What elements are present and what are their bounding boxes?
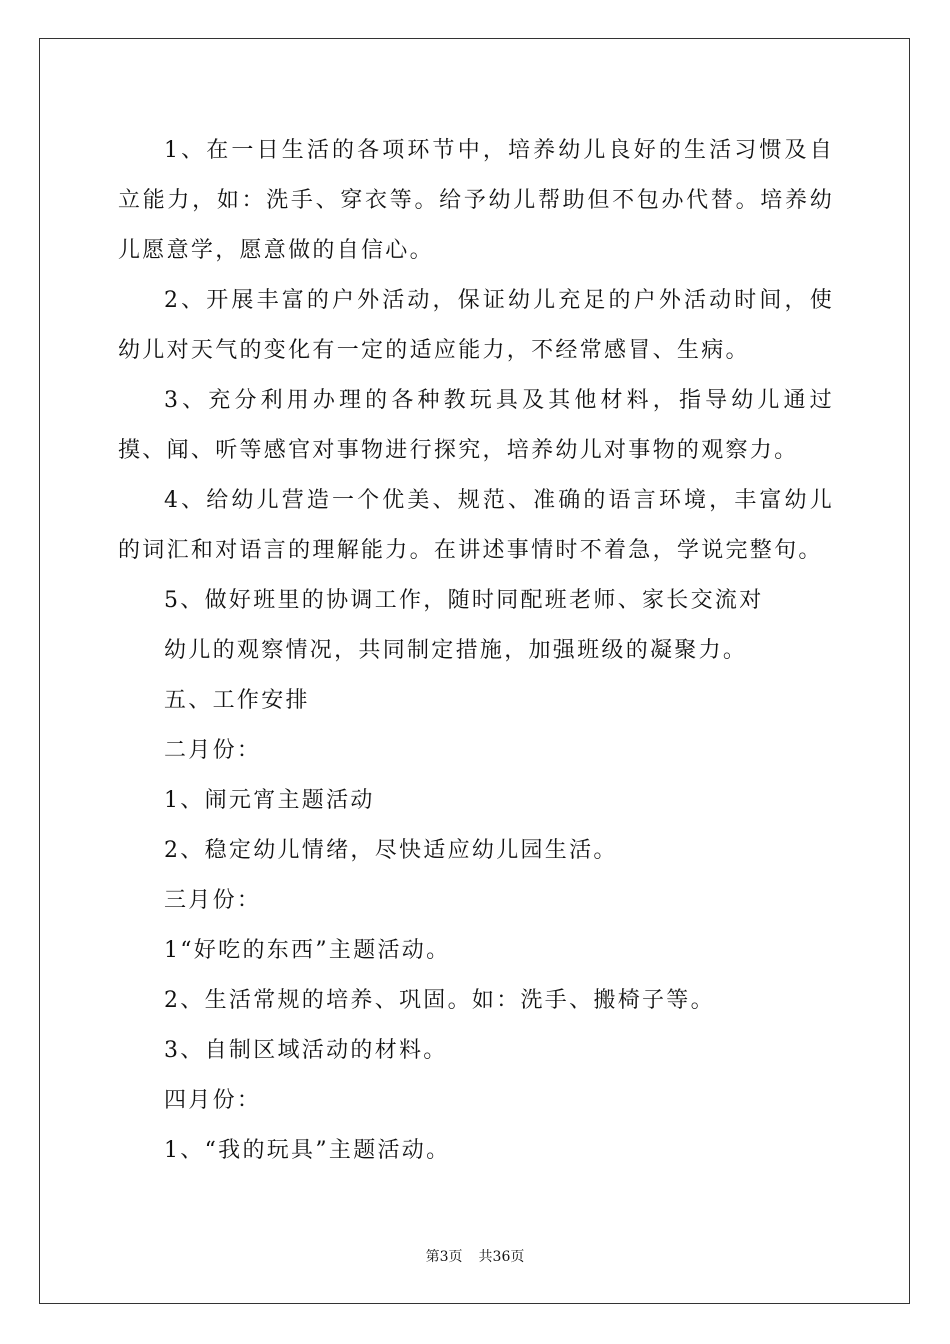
document-body xyxy=(118,126,834,1176)
paragraph-4: 4、给幼儿营造一个优美、规范、准确的语言环境，丰富幼儿的词汇和对语言的理解能力。在讲述事情时不着急，学说完整句。 xyxy=(118,488,834,563)
list-item: 1“好吃的东西”主题活动。 xyxy=(164,938,451,963)
page-footer xyxy=(0,1246,950,1266)
section-heading: 五、工作安排 xyxy=(164,688,310,713)
page-number: 第3页 xyxy=(425,1249,463,1265)
list-item: 2、生活常规的培养、巩固。如：洗手、搬椅子等。 xyxy=(164,988,715,1013)
paragraph-3: 3、充分利用办理的各种教玩具及其他材料，指导幼儿通过摸、闻、听等感官对事物进行探究，培养幼儿对事物的观察力。 xyxy=(118,388,834,463)
paragraph-5: 5、做好班里的协调工作，随时同配班老师、家长交流对 xyxy=(164,588,764,613)
month-heading-february: 二月份： xyxy=(164,738,262,763)
paragraph-1: 1、在一日生活的各项环节中，培养幼儿良好的生活习惯及自立能力，如：洗手、穿衣等。给予幼儿帮助但不包办代替。培养幼儿愿意学，愿意做的自信心。 xyxy=(118,138,834,263)
month-heading-march: 三月份： xyxy=(164,888,262,913)
list-item: 3、自制区域活动的材料。 xyxy=(164,1038,448,1063)
month-heading-april: 四月份： xyxy=(164,1088,262,1113)
list-item: 1、闹元宵主题活动 xyxy=(164,788,375,813)
page-total: 共36页 xyxy=(478,1249,525,1265)
list-item: 1、“我的玩具”主题活动。 xyxy=(164,1138,451,1163)
paragraph-5-continued: 幼儿的观察情况，共同制定措施，加强班级的凝聚力。 xyxy=(164,638,748,663)
paragraph-2: 2、开展丰富的户外活动，保证幼儿充足的户外活动时间，使幼儿对天气的变化有一定的适应能力，不经常感冒、生病。 xyxy=(118,288,834,363)
list-item: 2、稳定幼儿情绪，尽快适应幼儿园生活。 xyxy=(164,838,618,863)
